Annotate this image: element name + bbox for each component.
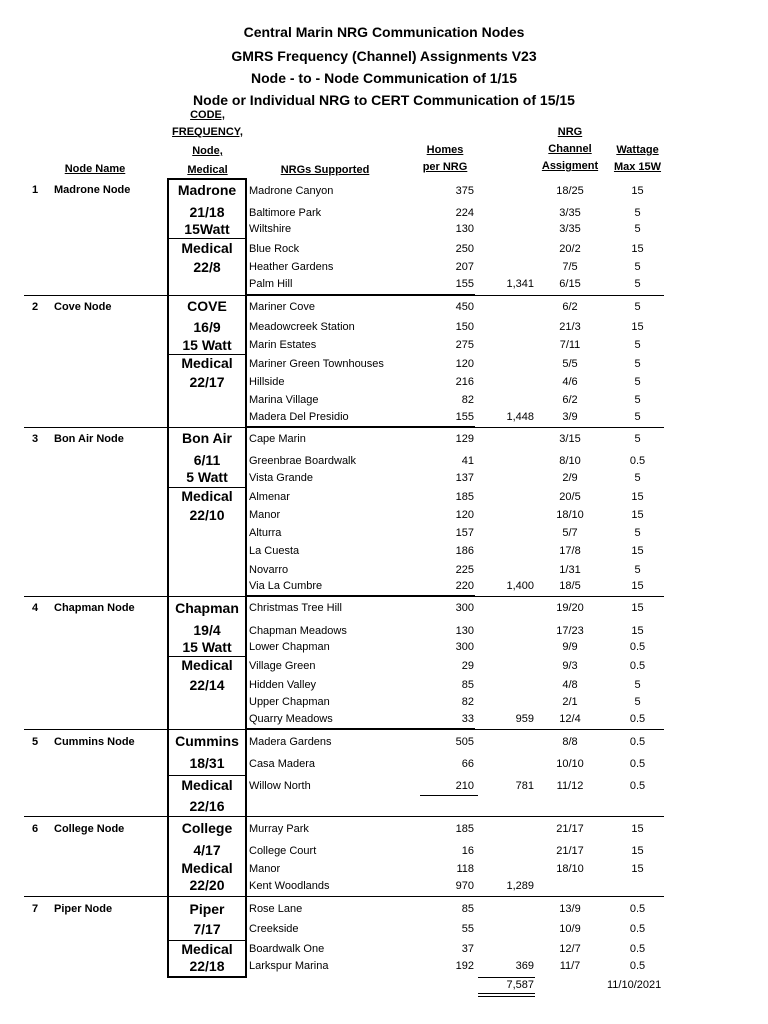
nrg-channel: 3/15	[559, 433, 581, 445]
nrg-homes: 207	[455, 261, 474, 273]
nrg-channel: 19/20	[556, 602, 584, 614]
node-code-medical-label: Medical	[181, 941, 233, 957]
code-medical-divider	[168, 775, 246, 776]
nrg-wattage: 0.5	[629, 943, 646, 955]
title-line-1: Central Marin NRG Communication Nodes	[243, 24, 525, 40]
node-total-homes: 1,289	[506, 880, 534, 892]
node-code-name: COVE	[187, 298, 227, 314]
nrg-wattage: 0.5	[629, 736, 646, 748]
nrg-name: Casa Madera	[249, 758, 316, 770]
nrg-wattage: 5	[634, 261, 641, 273]
header-wattage-line-1: Wattage	[616, 144, 659, 156]
nrg-name: Village Green	[249, 660, 316, 672]
nrg-name: Manor	[249, 509, 281, 521]
nrg-channel: 6/2	[562, 301, 578, 313]
nrg-channel: 18/10	[556, 863, 584, 875]
title-line-2: GMRS Frequency (Channel) Assignments V23	[231, 48, 537, 64]
nrg-name: Madera Gardens	[249, 736, 332, 748]
node-code-name: Cummins	[175, 733, 239, 749]
nrg-homes: 225	[455, 564, 474, 576]
code-box-top-border	[167, 178, 247, 180]
node-code-medical-label: Medical	[181, 488, 233, 504]
nrg-wattage: 5	[634, 394, 641, 406]
code-medical-divider	[168, 656, 246, 657]
node-code-medical-label: Medical	[181, 355, 233, 371]
header-wattage	[605, 142, 670, 176]
nrg-wattage: 5	[634, 223, 641, 235]
nrg-wattage: 5	[634, 696, 641, 708]
nrg-name: Novarro	[249, 564, 289, 576]
nrg-name: College Court	[249, 845, 317, 857]
nrg-wattage: 15	[631, 580, 644, 592]
nrg-channel: 18/25	[556, 185, 584, 197]
header-code-line-3: Node,	[192, 145, 223, 157]
header-code-line-1: CODE,	[190, 109, 225, 121]
nrg-channel: 5/7	[562, 527, 578, 539]
node-number: 5	[32, 736, 39, 748]
node-name: Chapman Node	[54, 602, 135, 614]
nrg-name: Hillside	[249, 376, 285, 388]
code-medical-divider	[168, 354, 246, 355]
code-column-right-border	[245, 179, 247, 977]
nrg-wattage: 5	[634, 411, 641, 423]
nrg-channel: 21/17	[556, 823, 584, 835]
nrg-homes: 33	[461, 713, 474, 725]
nrg-wattage: 5	[634, 527, 641, 539]
header-nrgs-supported: NRGs Supported	[280, 164, 370, 176]
nrg-channel: 6/15	[559, 278, 581, 290]
title-line-4: Node or Individual NRG to CERT Communication of 15/15	[193, 92, 575, 108]
node-number: 6	[32, 823, 39, 835]
node-code-name: Chapman	[175, 600, 239, 616]
nrg-name: Almenar	[249, 491, 290, 503]
nrg-channel: 7/11	[559, 339, 581, 351]
nrg-name: Alturra	[249, 527, 282, 539]
nrg-homes: 157	[455, 527, 474, 539]
nrg-homes: 120	[455, 509, 474, 521]
node-code-medical-frequency: 22/10	[189, 507, 225, 523]
nrg-wattage: 5	[634, 679, 641, 691]
nrg-homes: 186	[455, 545, 474, 557]
nrg-wattage: 15	[631, 625, 644, 637]
node-code-medical-frequency: 22/20	[189, 877, 225, 893]
nrg-wattage: 0.5	[629, 758, 646, 770]
node-code-frequency: 4/17	[193, 842, 221, 858]
code-medical-divider	[168, 940, 246, 941]
node-code-medical-label: Medical	[181, 860, 233, 876]
nrg-channel: 13/9	[559, 903, 581, 915]
node-name: Bon Air Node	[54, 433, 124, 445]
nrg-channel: 5/5	[562, 358, 578, 370]
nrg-homes: 16	[461, 845, 474, 857]
nrg-name: Vista Grande	[249, 472, 314, 484]
nrg-channel: 8/10	[559, 455, 581, 467]
node-code-medical-frequency: 22/18	[189, 958, 225, 974]
nrg-homes: 185	[455, 823, 474, 835]
nrg-name: Rose Lane	[249, 903, 303, 915]
nrg-homes: 970	[455, 880, 474, 892]
header-channel-line-3: Assigment	[541, 160, 599, 172]
node-code-name: Madrone	[177, 182, 237, 198]
nrg-wattage: 15	[631, 491, 644, 503]
subtotal-underline	[420, 795, 478, 796]
node-total-homes: 369	[515, 960, 534, 972]
node-code-medical-frequency: 22/17	[189, 374, 225, 390]
node-total-homes: 959	[515, 713, 534, 725]
nrg-homes: 224	[455, 207, 474, 219]
nrg-wattage: 15	[631, 185, 644, 197]
nrg-homes: 375	[455, 185, 474, 197]
node-number: 7	[32, 903, 39, 915]
node-code-frequency: 16/9	[193, 319, 221, 335]
node-total-homes: 1,341	[506, 278, 534, 290]
nrg-channel: 10/10	[556, 758, 584, 770]
subtotal-underline	[247, 426, 475, 428]
nrg-name: Madera Del Presidio	[249, 411, 349, 423]
node-code-medical-label: Medical	[181, 777, 233, 793]
nrg-wattage: 5	[634, 376, 641, 388]
node-code-frequency: 18/31	[189, 755, 225, 771]
nrg-wattage: 5	[634, 207, 641, 219]
nrg-name: Cape Marin	[249, 433, 306, 445]
nrg-name: Hidden Valley	[249, 679, 317, 691]
header-code-line-2: FREQUENCY,	[172, 126, 243, 138]
nrg-channel: 20/5	[559, 491, 581, 503]
nrg-wattage: 0.5	[629, 455, 646, 467]
nrg-wattage: 15	[631, 863, 644, 875]
node-code-frequency: 6/11	[193, 452, 221, 468]
nrg-wattage: 15	[631, 243, 644, 255]
nrg-channel: 20/2	[559, 243, 581, 255]
nrg-name: Madrone Canyon	[249, 185, 334, 197]
nrg-name: Heather Gardens	[249, 261, 334, 273]
nrg-homes: 82	[461, 394, 474, 406]
nrg-name: Boardwalk One	[249, 943, 325, 955]
nrg-channel: 3/35	[559, 223, 581, 235]
nrg-name: Baltimore Park	[249, 207, 322, 219]
grand-total-double-rule	[478, 993, 535, 994]
title-line-3: Node - to - Node Communication of 1/15	[250, 70, 517, 86]
nrg-wattage: 5	[634, 472, 641, 484]
nrg-channel: 4/6	[562, 376, 578, 388]
header-wattage-line-2: Max 15W	[613, 161, 662, 173]
nrg-channel: 3/35	[559, 207, 581, 219]
code-medical-divider	[168, 487, 246, 488]
nrg-homes: 120	[455, 358, 474, 370]
nrg-name: Christmas Tree Hill	[249, 602, 342, 614]
nrg-homes: 275	[455, 339, 474, 351]
node-number: 1	[32, 184, 39, 196]
nrg-name: Lower Chapman	[249, 641, 330, 653]
nrg-wattage: 0.5	[629, 960, 646, 972]
nrg-homes: 85	[461, 903, 474, 915]
nrg-name: Creekside	[249, 923, 299, 935]
nrg-homes: 155	[455, 411, 474, 423]
nrg-name: Marin Estates	[249, 339, 317, 351]
header-code	[160, 108, 255, 180]
nrg-name: Quarry Meadows	[249, 713, 333, 725]
nrg-homes: 150	[455, 321, 474, 333]
grand-total-top-rule	[478, 977, 535, 978]
nrg-homes: 41	[461, 455, 474, 467]
node-number: 3	[32, 433, 39, 445]
nrg-channel: 1/31	[559, 564, 581, 576]
nrg-channel: 11/7	[559, 960, 581, 972]
node-total-homes: 1,400	[506, 580, 534, 592]
nrg-channel: 11/12	[556, 780, 584, 792]
nrg-homes: 55	[461, 923, 474, 935]
node-code-medical-label: Medical	[181, 240, 233, 256]
nrg-channel: 7/5	[562, 261, 578, 273]
node-name: College Node	[54, 823, 125, 835]
nrg-homes: 29	[461, 660, 474, 672]
nrg-channel: 2/1	[562, 696, 578, 708]
nrg-channel: 9/9	[562, 641, 578, 653]
nrg-wattage: 15	[631, 509, 644, 521]
nrg-name: Via La Cumbre	[249, 580, 323, 592]
node-total-homes: 1,448	[506, 411, 534, 423]
node-code-medical-label: Medical	[181, 657, 233, 673]
node-name: Cummins Node	[54, 736, 135, 748]
nrg-channel: 21/17	[556, 845, 584, 857]
node-name: Cove Node	[54, 301, 112, 313]
document-date: 11/10/2021	[607, 979, 662, 991]
nrg-channel: 18/10	[556, 509, 584, 521]
nrg-wattage: 5	[634, 278, 641, 290]
nrg-channel: 21/3	[559, 321, 581, 333]
node-code-name: College	[181, 820, 233, 836]
nrg-wattage: 15	[631, 823, 644, 835]
nrg-wattage: 0.5	[629, 923, 646, 935]
nrg-homes: 130	[455, 223, 474, 235]
node-code-wattage: 15 Watt	[182, 337, 232, 353]
nrg-homes: 300	[455, 602, 474, 614]
nrg-channel: 8/8	[562, 736, 578, 748]
subtotal-underline	[247, 595, 475, 597]
nrg-name: Palm Hill	[249, 278, 293, 290]
subtotal-underline	[247, 728, 475, 730]
nrg-homes: 220	[455, 580, 474, 592]
header-channel	[535, 124, 605, 175]
node-code-wattage: 15Watt	[184, 221, 230, 237]
node-code-wattage: 5 Watt	[186, 469, 228, 485]
nrg-wattage: 15	[631, 321, 644, 333]
nrg-wattage: 5	[634, 301, 641, 313]
nrg-wattage: 5	[634, 339, 641, 351]
nrg-channel: 17/23	[556, 625, 584, 637]
section-separator	[24, 896, 664, 897]
nrg-homes: 300	[455, 641, 474, 653]
nrg-wattage: 0.5	[629, 903, 646, 915]
nrg-name: Murray Park	[249, 823, 309, 835]
nrg-channel: 12/7	[559, 943, 581, 955]
header-channel-line-2: Channel	[548, 143, 592, 155]
nrg-name: Kent Woodlands	[249, 880, 330, 892]
nrg-name: Mariner Green Townhouses	[249, 358, 384, 370]
nrg-wattage: 15	[631, 545, 644, 557]
nrg-homes: 66	[461, 758, 474, 770]
nrg-wattage: 15	[631, 845, 644, 857]
node-name: Piper Node	[54, 903, 113, 915]
node-name: Madrone Node	[54, 184, 131, 196]
nrg-wattage: 5	[634, 564, 641, 576]
nrg-name: Larkspur Marina	[249, 960, 329, 972]
nrg-homes: 37	[461, 943, 474, 955]
node-code-medical-frequency: 22/14	[189, 677, 225, 693]
nrg-homes: 216	[455, 376, 474, 388]
nrg-name: La Cuesta	[249, 545, 300, 557]
header-homes-line-1: Homes	[426, 144, 464, 156]
nrg-homes: 210	[455, 780, 474, 792]
code-column-left-border	[167, 179, 169, 977]
code-box-bottom-border	[167, 976, 247, 978]
nrg-name: Blue Rock	[249, 243, 300, 255]
nrg-name: Marina Village	[249, 394, 319, 406]
nrg-wattage: 0.5	[629, 780, 646, 792]
nrg-channel: 9/3	[562, 660, 578, 672]
grand-total-homes: 7,587	[506, 979, 534, 991]
node-code-medical-frequency: 22/16	[189, 798, 225, 814]
nrg-homes: 129	[455, 433, 474, 445]
nrg-wattage: 5	[634, 433, 641, 445]
code-medical-divider	[168, 238, 246, 239]
node-code-frequency: 7/17	[193, 921, 221, 937]
nrg-wattage: 0.5	[629, 660, 646, 672]
nrg-channel: 10/9	[559, 923, 581, 935]
node-number: 2	[32, 301, 39, 313]
nrg-wattage: 5	[634, 358, 641, 370]
nrg-name: Willow North	[249, 780, 311, 792]
section-separator	[24, 816, 664, 817]
nrg-channel: 12/4	[559, 713, 581, 725]
nrg-name: Upper Chapman	[249, 696, 330, 708]
nrg-wattage: 15	[631, 602, 644, 614]
nrg-homes: 155	[455, 278, 474, 290]
node-number: 4	[32, 602, 39, 614]
nrg-homes: 450	[455, 301, 474, 313]
header-node-name: Node Name	[64, 163, 126, 175]
header-homes-line-2: per NRG	[422, 161, 468, 173]
node-code-name: Bon Air	[181, 430, 233, 446]
nrg-name: Manor	[249, 863, 281, 875]
nrg-name: Mariner Cove	[249, 301, 316, 313]
node-code-medical-frequency: 22/8	[193, 259, 221, 275]
nrg-homes: 85	[461, 679, 474, 691]
header-homes	[410, 142, 480, 176]
nrg-channel: 6/2	[562, 394, 578, 406]
node-total-homes: 781	[515, 780, 534, 792]
nrg-homes: 118	[456, 863, 474, 875]
nrg-wattage: 0.5	[629, 713, 646, 725]
node-code-wattage: 15 Watt	[182, 639, 232, 655]
nrg-homes: 185	[455, 491, 474, 503]
nrg-homes: 505	[455, 736, 474, 748]
header-code-line-4: Medical	[187, 164, 228, 176]
nrg-channel: 17/8	[559, 545, 581, 557]
nrg-name: Chapman Meadows	[249, 625, 347, 637]
nrg-channel: 4/8	[562, 679, 578, 691]
nrg-channel: 18/5	[559, 580, 581, 592]
nrg-channel: 2/9	[562, 472, 578, 484]
nrg-channel: 3/9	[562, 411, 578, 423]
node-code-frequency: 19/4	[193, 622, 221, 638]
nrg-wattage: 0.5	[629, 641, 646, 653]
node-code-name: Piper	[189, 901, 225, 917]
nrg-homes: 192	[455, 960, 474, 972]
subtotal-underline	[247, 294, 475, 296]
nrg-homes: 130	[455, 625, 474, 637]
nrg-homes: 82	[461, 696, 474, 708]
nrg-homes: 250	[455, 243, 474, 255]
nrg-name: Wiltshire	[249, 223, 292, 235]
node-code-frequency: 21/18	[189, 204, 225, 220]
nrg-homes: 137	[455, 472, 474, 484]
grand-total-double-rule	[478, 996, 535, 997]
nrg-name: Greenbrae Boardwalk	[249, 455, 357, 467]
nrg-name: Meadowcreek Station	[249, 321, 355, 333]
header-channel-line-1: NRG	[557, 126, 583, 138]
